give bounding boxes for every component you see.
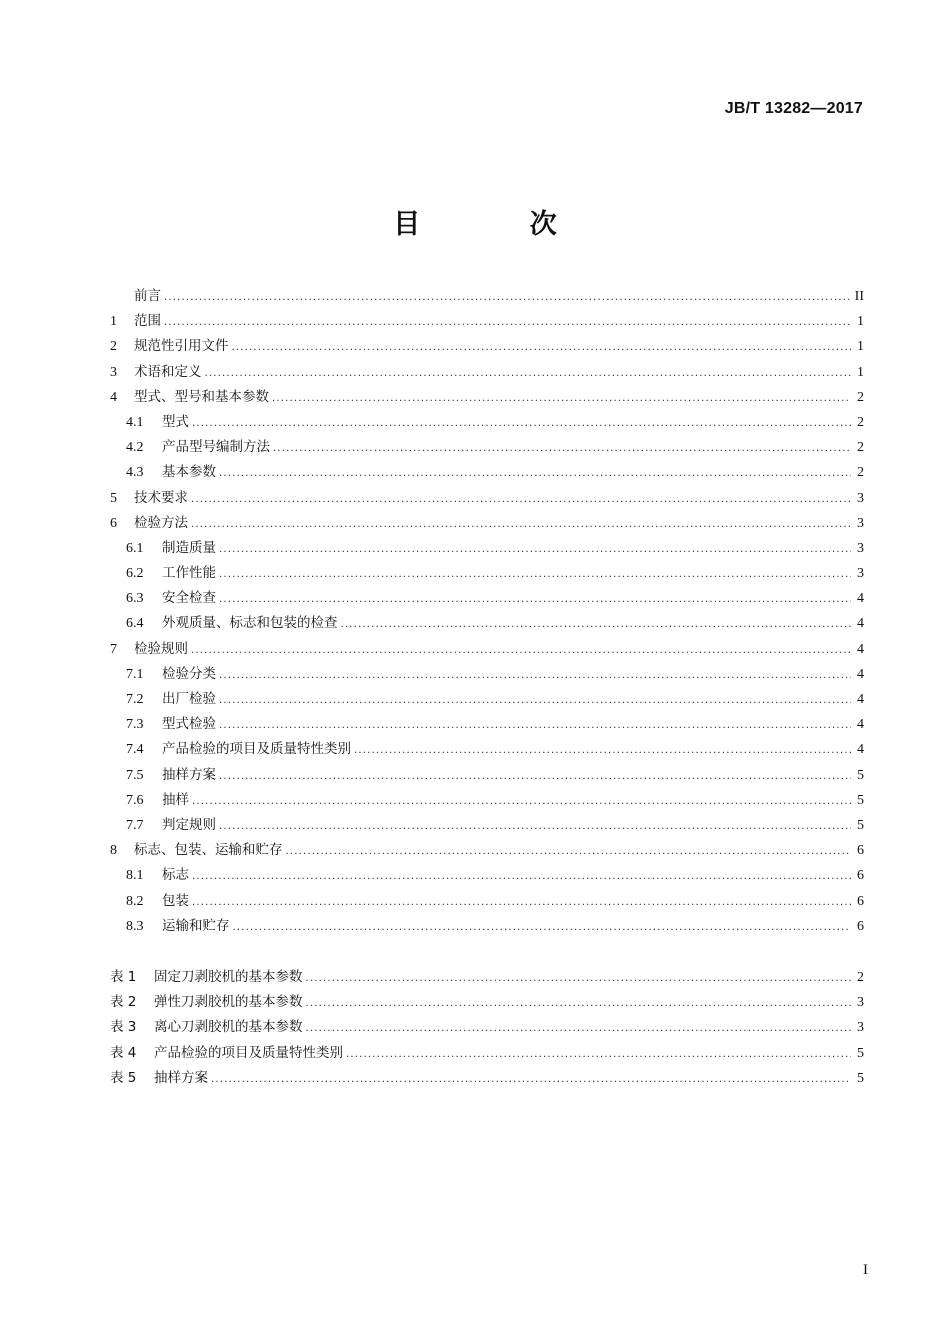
dot-leader [219, 713, 851, 738]
toc-entry-page: 4 [857, 641, 864, 657]
toc-entry-page: 2 [857, 414, 864, 430]
toc-entry-page: 4 [857, 742, 864, 758]
toc-entry-label: 安全检查 [162, 590, 216, 607]
table-entry-number: 表 1 [110, 969, 137, 985]
toc-entry[interactable] [110, 914, 864, 939]
dot-leader [286, 839, 852, 864]
toc-entry-page: 5 [857, 792, 864, 808]
toc-entry[interactable] [110, 838, 864, 863]
table-entry-number: 表 4 [110, 1044, 137, 1061]
toc-entry-number: 8.1 [126, 868, 144, 884]
dot-leader [191, 487, 851, 512]
dot-leader [273, 436, 851, 461]
toc-entry-label: 型式检验 [162, 716, 216, 733]
toc-entry-label: 规范性引用文件 [134, 338, 229, 355]
table-entry-label: 固定刀剥胶机的基本参数 [154, 969, 303, 985]
dot-leader [219, 814, 851, 839]
dot-leader [306, 966, 852, 991]
toc-entry-number: 8 [110, 843, 117, 859]
toc-entry-label: 标志 [162, 867, 189, 884]
toc-entry-page: 1 [857, 314, 864, 330]
toc-entry-label: 基本参数 [162, 464, 216, 481]
toc-entry-page: 4 [857, 591, 864, 607]
toc-entry-number: 3 [110, 364, 117, 380]
toc-entry-number: 6.3 [126, 591, 144, 607]
toc-entry-label: 判定规则 [162, 816, 216, 833]
toc-entry-number: 6.2 [126, 566, 144, 582]
toc-entry-page: 4 [857, 616, 864, 632]
toc-entry-number: 7.3 [126, 717, 144, 733]
dot-leader [164, 285, 851, 310]
toc-entry[interactable] [110, 611, 864, 636]
dot-leader [354, 738, 851, 763]
toc-entry-number: 7.4 [126, 742, 144, 758]
toc-entry-page: 6 [857, 868, 864, 884]
table-entry[interactable] [110, 1066, 864, 1091]
toc-entry[interactable] [110, 486, 864, 511]
toc-entry-number: 7.5 [126, 767, 144, 783]
toc-entry-page: 1 [857, 339, 864, 355]
toc-entry-number: 7 [110, 641, 117, 657]
toc-entry[interactable] [110, 511, 864, 536]
dot-leader [205, 361, 852, 386]
toc-entry[interactable] [110, 309, 864, 334]
dot-leader [219, 688, 851, 713]
dot-leader [191, 512, 851, 537]
toc-entry-label: 型式 [162, 413, 189, 430]
toc-entry-page: 2 [857, 389, 864, 405]
toc-entry[interactable] [110, 360, 864, 385]
toc-entry-number: 6 [110, 515, 117, 531]
toc-entry-number: 7.2 [126, 692, 144, 707]
toc-entry-label: 包装 [162, 892, 189, 909]
toc-entry[interactable] [110, 536, 864, 561]
dot-leader [219, 461, 851, 486]
toc-entry-label: 产品型号编制方法 [162, 439, 270, 456]
dot-leader [233, 915, 852, 940]
toc-entry-number: 6.1 [126, 540, 144, 556]
table-entry[interactable] [110, 1015, 864, 1040]
toc-entry-label: 范围 [134, 313, 161, 330]
toc-entry-number: 4.3 [126, 465, 144, 481]
toc-entry-label: 抽样方案 [162, 766, 216, 783]
toc-entry-page: 6 [857, 843, 864, 859]
dot-leader [219, 562, 851, 587]
toc-entry-number: 6.4 [126, 616, 144, 632]
toc-entry-label: 检验分类 [162, 665, 216, 682]
table-entry-page: 5 [857, 1070, 864, 1086]
toc-entry[interactable] [110, 284, 864, 309]
dot-leader [219, 537, 851, 562]
table-entry-number: 表 3 [110, 1019, 137, 1036]
toc-entry-number: 4.2 [126, 440, 144, 456]
table-entry[interactable] [110, 965, 864, 990]
toc-entry-page: 3 [857, 490, 864, 506]
table-entry-number: 表 5 [110, 1069, 137, 1086]
dot-leader [192, 890, 851, 915]
toc-entry-label: 抽样 [162, 791, 189, 808]
toc-entry[interactable] [110, 410, 864, 435]
toc-entry-page: 4 [857, 666, 864, 682]
dot-leader [211, 1067, 851, 1092]
toc-entry-page: II [854, 289, 864, 304]
dot-leader [306, 991, 852, 1016]
toc-entry-number: 4 [110, 389, 117, 405]
toc-entry-page: 5 [857, 767, 864, 783]
dot-leader [232, 335, 852, 360]
dot-leader [219, 587, 851, 612]
table-entry-label: 产品检验的项目及质量特性类别 [154, 1044, 343, 1061]
toc-entry-page: 3 [857, 540, 864, 556]
page-number: I [863, 1262, 868, 1278]
toc-entry-label: 标志、包装、运输和贮存 [134, 842, 283, 859]
toc-entry[interactable] [110, 460, 864, 485]
table-entry-label: 离心刀剥胶机的基本参数 [154, 1019, 303, 1036]
dot-leader [341, 612, 852, 637]
table-entry[interactable] [110, 1041, 864, 1066]
toc-entry-page: 2 [857, 440, 864, 456]
toc-entry-label: 工作性能 [162, 565, 216, 582]
toc-entry-label: 检验规则 [134, 640, 188, 657]
toc-entry-number: 7.7 [126, 817, 144, 833]
toc-entry-page: 6 [857, 893, 864, 909]
toc-entry-label: 运输和贮存 [162, 917, 230, 934]
toc-entry-label: 前言 [134, 288, 161, 304]
list-of-tables [110, 965, 864, 1091]
toc-entry[interactable] [110, 863, 864, 888]
toc-entry-number: 1 [110, 314, 117, 330]
toc-entry-number: 4.1 [126, 414, 144, 430]
dot-leader [219, 663, 851, 688]
toc-entry-number: 2 [110, 339, 117, 355]
standard-code: JB/T 13282—2017 [724, 100, 863, 117]
table-entry-label: 抽样方案 [154, 1069, 208, 1086]
toc-entry[interactable] [110, 813, 864, 838]
toc-entry-page: 3 [857, 515, 864, 531]
table-entry-number: 表 2 [110, 994, 137, 1011]
toc-entry[interactable] [110, 687, 864, 712]
dot-leader [192, 411, 851, 436]
toc-entry[interactable] [110, 637, 864, 662]
table-entry-page: 3 [857, 995, 864, 1011]
toc-entry[interactable] [110, 334, 864, 359]
toc-entry[interactable] [110, 586, 864, 611]
toc-entry[interactable] [110, 763, 864, 788]
toc-entry-page: 1 [857, 364, 864, 380]
table-entry-page: 3 [857, 1020, 864, 1036]
toc-entry-page: 4 [857, 717, 864, 733]
dot-leader [272, 386, 851, 411]
toc-entry[interactable] [110, 788, 864, 813]
dot-leader [346, 1042, 851, 1067]
toc-entry-number: 8.3 [126, 918, 144, 934]
toc-entry[interactable] [110, 385, 864, 410]
toc-entry-label: 制造质量 [162, 539, 216, 556]
toc-entry[interactable] [110, 561, 864, 586]
toc-entry-label: 出厂检验 [162, 691, 216, 707]
table-of-contents [110, 284, 864, 939]
toc-entry-page: 5 [857, 817, 864, 833]
toc-entry-label: 产品检验的项目及质量特性类别 [162, 741, 351, 758]
toc-entry[interactable] [110, 737, 864, 762]
table-entry-page: 5 [857, 1045, 864, 1061]
toc-entry[interactable] [110, 712, 864, 737]
dot-leader [192, 789, 851, 814]
dot-leader [191, 638, 851, 663]
dot-leader [164, 310, 851, 335]
table-entry-label: 弹性刀剥胶机的基本参数 [154, 994, 303, 1011]
toc-entry-label: 术语和定义 [134, 363, 202, 380]
toc-entry[interactable] [110, 889, 864, 914]
toc-entry-page: 2 [857, 465, 864, 481]
table-entry-page: 2 [857, 970, 864, 985]
toc-entry-label: 外观质量、标志和包装的检查 [162, 615, 338, 632]
page-title: 目 次 [393, 209, 607, 240]
toc-entry-page: 6 [857, 918, 864, 934]
dot-leader [192, 864, 851, 889]
toc-entry-number: 7.6 [126, 792, 144, 808]
toc-entry[interactable] [110, 662, 864, 687]
toc-entry[interactable] [110, 435, 864, 460]
toc-entry-page: 4 [857, 692, 864, 707]
toc-entry-label: 检验方法 [134, 514, 188, 531]
dot-leader [219, 764, 851, 789]
dot-leader [306, 1016, 852, 1041]
table-entry[interactable] [110, 990, 864, 1015]
toc-entry-number: 7.1 [126, 666, 144, 682]
toc-entry-number: 5 [110, 490, 117, 506]
toc-entry-label: 技术要求 [134, 489, 188, 506]
toc-entry-label: 型式、型号和基本参数 [134, 388, 269, 405]
toc-entry-number: 8.2 [126, 893, 144, 909]
toc-entry-page: 3 [857, 566, 864, 582]
